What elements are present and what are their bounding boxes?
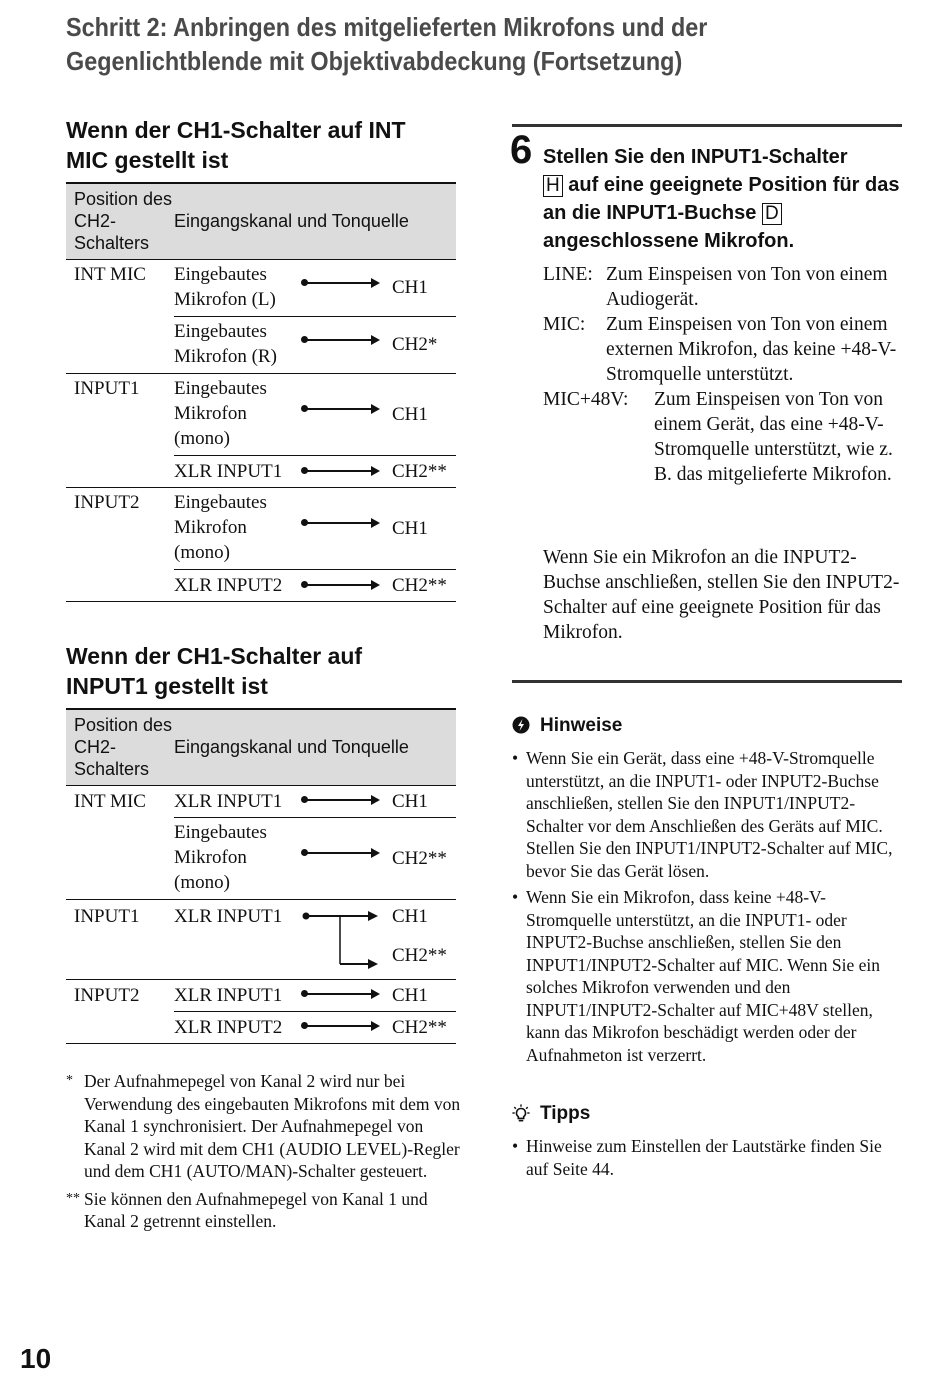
- arrow-icon: [304, 470, 378, 472]
- footnotes: [66, 1070, 461, 1238]
- footnote: [66, 1070, 461, 1183]
- arrow-icon: [304, 993, 378, 995]
- cell-channel: CH1: [392, 785, 456, 817]
- cell-source: Eingebautes Mikrofon (L): [174, 259, 302, 316]
- cell-position: INT MIC: [66, 259, 174, 316]
- arrow-icon: [304, 408, 378, 410]
- arrow-icon: [304, 522, 378, 524]
- definition-list: [543, 262, 913, 487]
- cell-channel: CH2**: [392, 569, 456, 601]
- section1-heading-line1: Wenn der CH1-Schalter auf INT: [66, 117, 406, 143]
- table-row: [66, 259, 456, 316]
- footnote-text: Der Aufnahmepegel von Kanal 2 wird nur bei Verwendung des eingebauten Mikrofons mit dem von Kanal 1 synchronisiert. Der Aufnahmepegel von Kanal 2 wird mit dem CH1 (AUDIO LEVEL)-Regler und dem CH1 (AUTO/MAN)-Schalter gesteuert.: [84, 1071, 461, 1181]
- step-heading-part1: Stellen Sie den INPUT1-Schalter: [543, 146, 848, 168]
- table-ch1-input1: [66, 708, 456, 1044]
- cell-position: [66, 569, 174, 601]
- definition-desc: Zum Einspeisen von Ton von einem externen Mikrofon, das keine +48-V-Stromquelle unterstützt.: [606, 314, 897, 385]
- cell-channel: CH2*: [392, 316, 456, 373]
- split-arrow: [302, 899, 392, 979]
- step-paragraph: Wenn Sie ein Mikrofon an die INPUT2-Buchse anschließen, stellen Sie den INPUT2-Schalter auf eine geeignete Position für das Mikrofon.: [543, 547, 900, 643]
- col-header-source: Eingangskanal und Tonquelle: [174, 183, 456, 259]
- definition-mic: [543, 312, 913, 387]
- arrow-icon: [304, 282, 378, 284]
- page-title-line2: Gegenlichtblende mit Objektivabdeckung (Fortsetzung): [66, 46, 683, 76]
- step-heading-part2: auf eine geeignete Position für das an die INPUT1-Buchse: [543, 174, 900, 224]
- list-item: • Wenn Sie ein Mikrofon, dass keine +48-V-Stromquelle unterstützt, an die INPUT1- oder INPUT2-Buchse anschließen, stellen Sie den INPUT1/INPUT2-Schalter auf MIC. Wenn Sie ein solches Mikrofon verwenden und den INPUT1/INPUT2-Schalter auf MIC+48V stellen, kann das Mikrofon beschädigt werden oder der Aufnahmeton ist verzerrt.: [512, 886, 907, 1066]
- definition-term: MIC:: [543, 314, 586, 335]
- key-h-label: H: [543, 175, 563, 197]
- definition-term: MIC+48V:: [543, 389, 629, 410]
- cell-channel: CH2**: [392, 455, 456, 487]
- cell-channel: CH1: [392, 905, 428, 927]
- footnote-mark: **: [66, 1190, 80, 1206]
- divider: [512, 124, 902, 127]
- page-title: [66, 10, 840, 78]
- cell-channel: CH2**: [392, 817, 456, 899]
- list-item: • Wenn Sie ein Gerät, dass eine +48-V-Stromquelle unterstützt, an die INPUT1- oder INPUT2-Buchse anschließen, stellen Sie den INPUT1/INPUT2-Schalter vor dem Anschließen des Geräts auf MIC. Stellen Sie den INPUT1/INPUT2-Schalter auf MIC, bevor Sie das Gerät lösen.: [512, 747, 907, 882]
- table-row: [66, 785, 456, 817]
- table-row: [66, 979, 456, 1011]
- cell-source: XLR INPUT1: [174, 455, 302, 487]
- cell-position: [66, 817, 174, 899]
- cell-position: INT MIC: [66, 785, 174, 817]
- section1-heading: [66, 115, 486, 175]
- definition-mic48v: [543, 387, 913, 487]
- arrow-icon: [304, 799, 378, 801]
- table-row: [66, 1011, 456, 1043]
- col-header-position: Position des CH2-Schalters: [66, 709, 174, 785]
- notes-heading: [512, 714, 622, 738]
- cell-source: XLR INPUT1: [174, 979, 302, 1011]
- table-ch1-int-mic: [66, 182, 456, 602]
- divider: [512, 680, 902, 683]
- table-header-row: [66, 183, 456, 259]
- cell-position: INPUT2: [66, 979, 174, 1011]
- section2-heading: [66, 641, 486, 701]
- cell-channel-2: CH2**: [392, 944, 447, 966]
- cell-source: Eingebautes Mikrofon (mono): [174, 817, 302, 899]
- arrow-icon: [304, 339, 378, 341]
- section2-heading-line2: INPUT1 gestellt ist: [66, 673, 268, 699]
- cell-channel: CH2**: [392, 1011, 456, 1043]
- cell-source: Eingebautes Mikrofon (mono): [174, 373, 302, 455]
- section1-heading-line2: MIC gestellt ist: [66, 147, 229, 173]
- table-header-row: [66, 709, 456, 785]
- table-row: [66, 899, 456, 979]
- tips-heading: [512, 1102, 590, 1126]
- cell-source: XLR INPUT1: [174, 785, 302, 817]
- cell-source: XLR INPUT2: [174, 1011, 302, 1043]
- cell-position: [66, 316, 174, 373]
- arrow-icon: [304, 852, 378, 854]
- section2-heading-line1: Wenn der CH1-Schalter auf: [66, 643, 363, 669]
- definition-term: LINE:: [543, 264, 593, 285]
- cell-position: INPUT1: [66, 373, 174, 455]
- lightbulb-icon: [512, 1104, 530, 1122]
- step-number: 6: [510, 128, 533, 172]
- cell-channel: CH1: [392, 259, 456, 316]
- table-row: [66, 569, 456, 601]
- footnote-mark: *: [66, 1073, 73, 1088]
- table-row: [66, 316, 456, 373]
- table-row: [66, 487, 456, 569]
- step-heading: [543, 143, 913, 255]
- definition-desc: Zum Einspeisen von Ton von einem Audiogerät.: [606, 264, 888, 310]
- cell-channel: CH1: [392, 487, 456, 569]
- split-arrow-icon: [302, 900, 392, 980]
- cell-source: XLR INPUT2: [174, 569, 302, 601]
- list-item: • Hinweise zum Einstellen der Lautstärke finden Sie auf Seite 44.: [512, 1135, 907, 1180]
- page-title-line1: Schritt 2: Anbringen des mitgelieferten Mikrofons und der: [66, 12, 708, 42]
- cell-channel: CH1: [392, 979, 456, 1011]
- cell-source: XLR INPUT1: [174, 899, 302, 979]
- notes-heading-text: Hinweise: [540, 715, 623, 736]
- table-row: [66, 817, 456, 899]
- cell-source: Eingebautes Mikrofon (R): [174, 316, 302, 373]
- col-header-position: Position des CH2-Schalters: [66, 183, 174, 259]
- tips-heading-text: Tipps: [540, 1103, 591, 1124]
- cell-position: INPUT2: [66, 487, 174, 569]
- key-d-label: D: [762, 203, 782, 225]
- table-row: [66, 373, 456, 455]
- step-heading-part3: angeschlossene Mikrofon.: [543, 230, 795, 252]
- col-header-source: Eingangskanal und Tonquelle: [174, 709, 456, 785]
- tips-list: [512, 1135, 907, 1184]
- footnote: [66, 1188, 461, 1233]
- footnote-text: Sie können den Aufnahmepegel von Kanal 1 und Kanal 2 getrennt einstellen.: [84, 1188, 428, 1231]
- arrow-icon: [304, 584, 378, 586]
- notes-warning-icon: [512, 716, 530, 734]
- page-number: 10: [20, 1343, 52, 1374]
- cell-channel: CH1: [392, 373, 456, 455]
- cell-source: Eingebautes Mikrofon (mono): [174, 487, 302, 569]
- definition-line: [543, 262, 913, 312]
- definition-desc: Zum Einspeisen von Ton von einem Gerät, das eine +48-V-Stromquelle unterstützt, wie z. B. das mitgelieferte Mikrofon.: [654, 389, 893, 485]
- table-row: [66, 455, 456, 487]
- arrow-icon: [304, 1025, 378, 1027]
- cell-position: [66, 455, 174, 487]
- notes-list: [512, 747, 907, 1070]
- cell-position: INPUT1: [66, 899, 174, 979]
- cell-position: [66, 1011, 174, 1043]
